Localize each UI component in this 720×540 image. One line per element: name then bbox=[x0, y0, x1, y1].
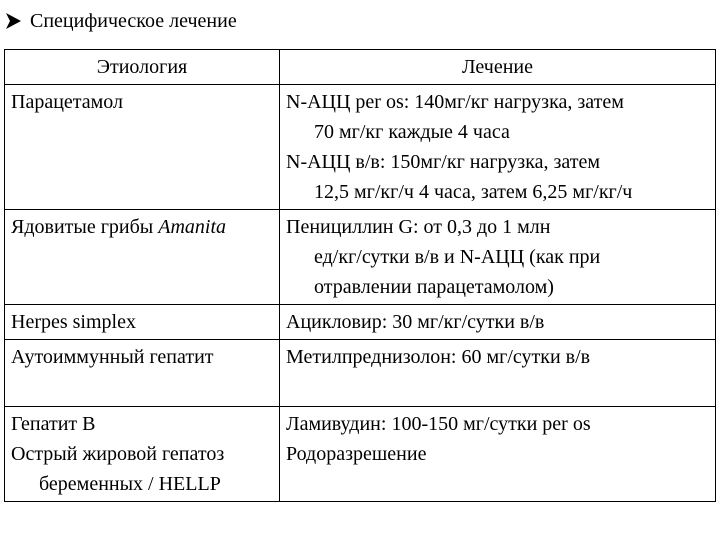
etiology-cell bbox=[5, 407, 280, 502]
treatment-line: 12,5 мг/кг/ч 4 часа, затем 6,25 мг/кг/ч bbox=[314, 181, 633, 203]
treatment-cell: Метилпреднизолон: 60 мг/сутки в/в bbox=[280, 340, 716, 407]
treatment-cell bbox=[280, 210, 716, 305]
table-row bbox=[5, 340, 716, 407]
treatment-line: Родоразрешение bbox=[286, 443, 427, 465]
treatment-line: N-АЦЦ per os: 140мг/кг нагрузка, затем bbox=[286, 91, 624, 113]
table-row bbox=[5, 210, 716, 305]
etiology-cell: Парацетамол bbox=[5, 85, 280, 210]
etiology-cell: Herpes simplex bbox=[5, 305, 280, 340]
etiology-line: беременных / HELLP bbox=[39, 473, 221, 495]
etiology-cell bbox=[5, 210, 280, 305]
arrow-bullet-icon bbox=[4, 12, 22, 30]
etiology-text: Ядовитые грибы bbox=[11, 216, 159, 238]
treatment-cell bbox=[280, 85, 716, 210]
slide-title bbox=[4, 6, 237, 36]
treatment-line: отравлении парацетамолом) bbox=[314, 276, 554, 298]
etiology-genus: Amanita bbox=[158, 216, 227, 238]
header-etiology: Этиология bbox=[5, 50, 280, 85]
treatment-table bbox=[4, 49, 716, 502]
table-row bbox=[5, 407, 716, 502]
treatment-line: Пенициллин G: от 0,3 до 1 млн bbox=[286, 216, 551, 238]
table-row bbox=[5, 85, 716, 210]
table-row bbox=[5, 305, 716, 340]
treatment-cell bbox=[280, 407, 716, 502]
slide-title-text: Специфическое лечение bbox=[30, 9, 237, 32]
treatment-line: N-АЦЦ в/в: 150мг/кг нагрузка, затем bbox=[286, 151, 601, 173]
etiology-line: Гепатит B bbox=[11, 413, 96, 435]
treatment-cell: Ацикловир: 30 мг/кг/сутки в/в bbox=[280, 305, 716, 340]
table-header-row bbox=[5, 50, 716, 85]
treatment-line: 70 мг/кг каждые 4 часа bbox=[314, 121, 510, 143]
etiology-line: Острый жировой гепатоз bbox=[11, 443, 225, 465]
header-treatment: Лечение bbox=[280, 50, 716, 85]
etiology-cell: Аутоиммунный гепатит bbox=[5, 340, 280, 407]
treatment-line: Ламивудин: 100-150 мг/сутки per os bbox=[286, 413, 591, 435]
treatment-line: ед/кг/сутки в/в и N-АЦЦ (как при bbox=[314, 246, 601, 268]
